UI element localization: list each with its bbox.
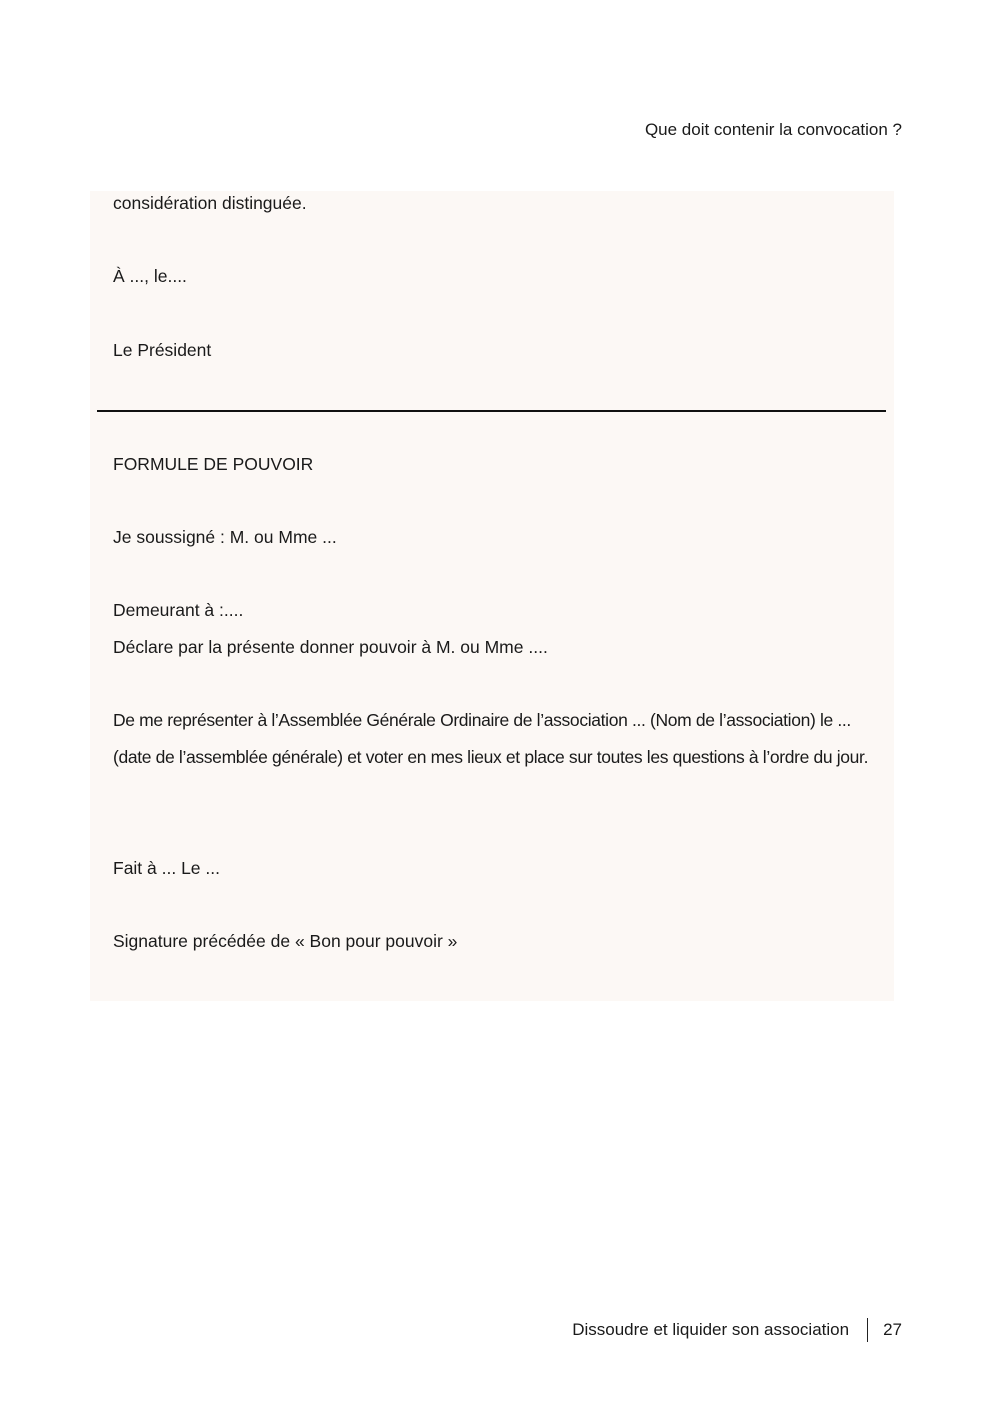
section-divider — [97, 410, 886, 412]
signatory-line: Le Président — [113, 340, 212, 360]
place-date-line: À ..., le.... — [113, 266, 187, 286]
page-number: 27 — [883, 1320, 902, 1339]
signature-line: Signature précédée de « Bon pour pouvoir » — [113, 931, 458, 951]
undersigned-line: Je soussigné : M. ou Mme ... — [113, 527, 337, 547]
declaration-line: Déclare par la présente donner pouvoir à M. ou Mme .... — [113, 637, 548, 657]
publication-title: Dissoudre et liquider son association — [572, 1320, 850, 1339]
proxy-form-title: FORMULE DE POUVOIR — [113, 454, 314, 474]
mandate-paragraph: De me représenter à l’Assemblée Générale Ordinaire de l’association ... (Nom de l’association) le ... (date de l’assemblée générale) et voter en mes lieux et place sur toutes les questions à l’ordre du jour. — [113, 710, 869, 767]
done-at-line: Fait à ... Le ... — [113, 858, 220, 878]
page-footer — [572, 1318, 902, 1342]
closing-formula: considération distinguée. — [113, 193, 307, 213]
residing-line: Demeurant à :.... — [113, 600, 244, 620]
footer-separator — [867, 1318, 868, 1342]
running-header: Que doit contenir la convocation ? — [644, 120, 902, 139]
template-box — [90, 191, 894, 1001]
